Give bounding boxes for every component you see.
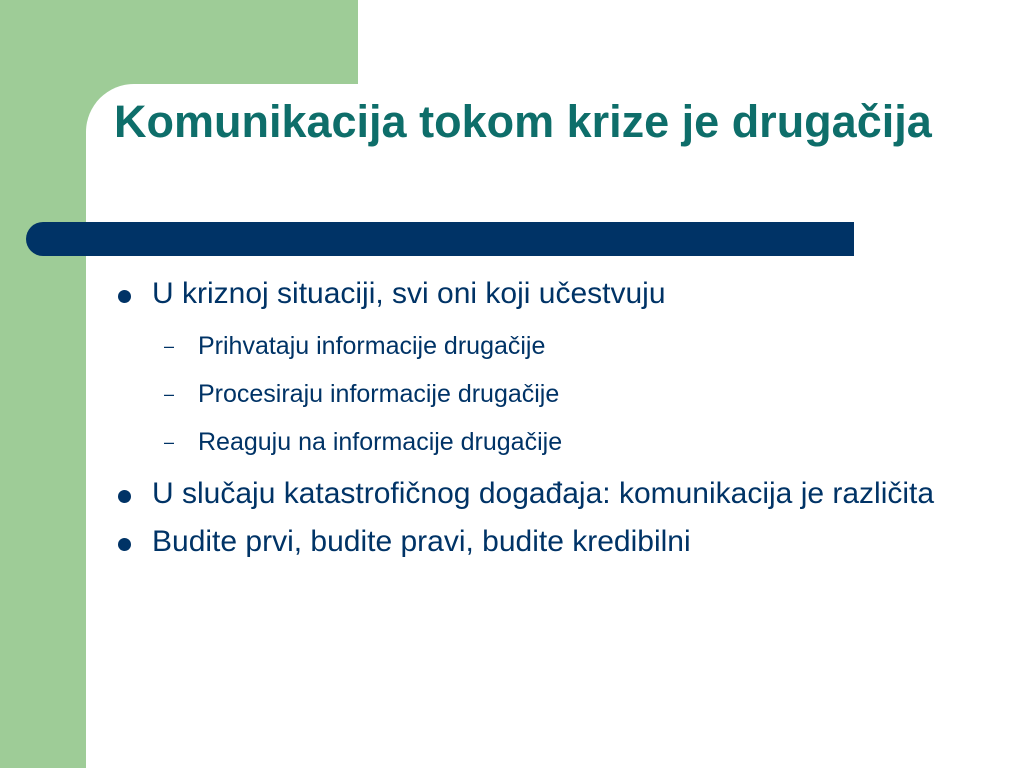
sub-bullet-item: [152, 418, 994, 466]
title-divider-bar: [26, 222, 854, 256]
bullet-text: U slučaju katastrofičnog događaja: komunikacija je različita: [152, 477, 935, 510]
slide-title: Komunikacija tokom krize je drugačija: [114, 96, 932, 147]
bullet-item: [114, 520, 994, 564]
dash-icon: –: [164, 432, 175, 452]
bullet-item: [114, 472, 994, 516]
sub-bullet-item: [152, 322, 994, 370]
sub-bullet-item: [152, 370, 994, 418]
dash-icon: –: [164, 384, 175, 404]
bullet-text: U kriznoj situaciji, svi oni koji učestvuju: [152, 277, 666, 310]
bullet-text: Budite prvi, budite pravi, budite kredibilni: [152, 525, 691, 558]
bullet-list: [114, 272, 994, 568]
sub-bullet-text: Prihvataju informacije drugačije: [198, 332, 546, 360]
bullet-dot-icon: [118, 490, 131, 503]
bullet-item: [114, 272, 994, 466]
sub-bullet-text: Procesiraju informacije drugačije: [198, 380, 560, 408]
bullet-dot-icon: [118, 538, 131, 551]
bullet-dot-icon: [118, 290, 131, 303]
sub-bullet-text: Reaguju na informacije drugačije: [198, 428, 563, 456]
dash-icon: –: [164, 336, 175, 356]
sub-bullet-list: [152, 322, 994, 466]
